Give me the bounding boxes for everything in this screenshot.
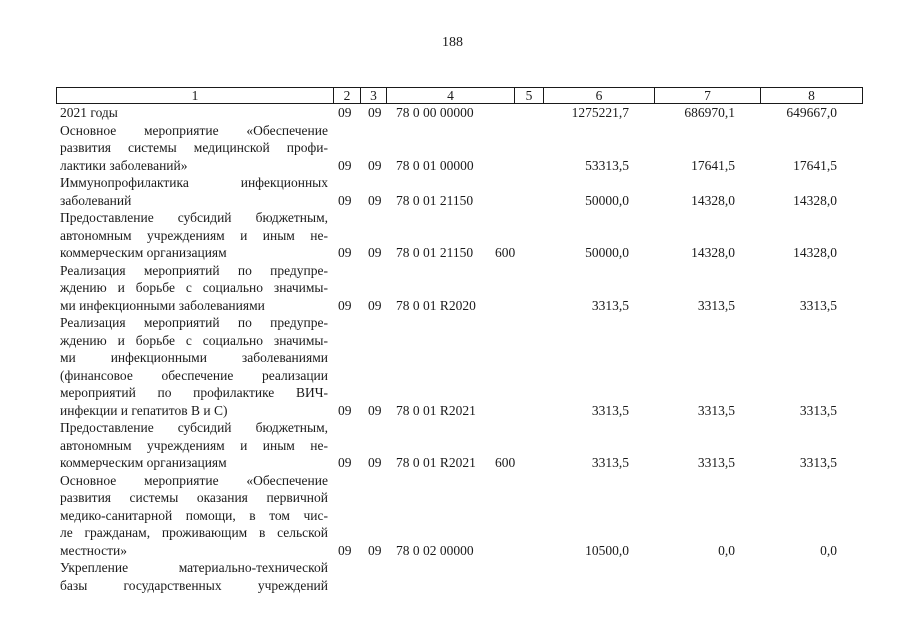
section-code: 09 — [338, 402, 352, 418]
amount-col-7: 3313,5 — [697, 402, 735, 418]
table-row — [0, 104, 905, 122]
row-description — [60, 262, 328, 315]
amount-col-6: 3313,5 — [591, 455, 629, 470]
row-description — [60, 122, 328, 175]
description-line: мероприятий по профилактике ВИЧ- — [60, 385, 328, 400]
row-description — [60, 174, 328, 209]
amount-col-8: 14328,0 — [793, 192, 837, 208]
description-line: коммерческим организациям — [60, 455, 227, 470]
column-header-3: 3 — [361, 88, 387, 104]
subsection-code: 09 — [368, 542, 382, 558]
amount-col-8: 0,0 — [820, 542, 837, 558]
section-code: 09 — [338, 297, 352, 313]
column-header-2: 2 — [334, 88, 361, 104]
description-line: Реализация мероприятий по предупре- — [60, 315, 328, 330]
subsection-code: 09 — [368, 297, 382, 313]
subsection-code: 09 — [368, 245, 382, 260]
amount-col-8: 3313,5 — [799, 297, 837, 313]
amount-col-6: 50000,0 — [585, 245, 629, 260]
amount-col-8: 3313,5 — [799, 455, 837, 470]
column-header-7: 7 — [655, 88, 761, 104]
target-article-code: 78 0 01 R2021 — [396, 402, 476, 418]
section-code: 09 — [338, 245, 352, 260]
description-line: Реализация мероприятий по предупре- — [60, 262, 328, 278]
amount-col-6: 53313,5 — [585, 157, 629, 173]
description-line: Укрепление материально-технической — [60, 560, 328, 575]
row-description — [60, 314, 328, 419]
amount-col-7: 17641,5 — [691, 157, 735, 173]
description-line: коммерческим организациям — [60, 245, 227, 260]
amount-col-8: 17641,5 — [793, 157, 837, 173]
subsection-code: 09 — [368, 455, 382, 470]
amount-col-7: 14328,0 — [691, 192, 735, 208]
description-line: (финансовое обеспечение реализации — [60, 367, 328, 383]
amount-col-8: 3313,5 — [799, 402, 837, 418]
amount-col-7: 3313,5 — [697, 455, 735, 470]
target-article-code: 78 0 01 21150 — [396, 192, 474, 208]
column-header-1: 1 — [57, 88, 334, 104]
amount-col-8: 649667,0 — [786, 105, 837, 120]
subsection-code: 09 — [368, 192, 382, 208]
description-line: 2021 годы — [60, 105, 118, 120]
target-article-code: 78 0 02 00000 — [396, 542, 474, 558]
description-line: Иммунопрофилактика инфекционных — [60, 175, 328, 190]
amount-col-6: 10500,0 — [585, 542, 629, 558]
table-row — [0, 262, 905, 315]
target-article-code: 78 0 01 21150 — [396, 245, 474, 260]
section-code: 09 — [338, 192, 352, 208]
section-code: 09 — [338, 542, 352, 558]
description-line: развития системы медицинской профи- — [60, 140, 328, 155]
target-article-code: 78 0 01 R2021 — [396, 455, 476, 470]
page-number: 188 — [442, 35, 463, 50]
description-line: ле гражданам, проживающим в сельской — [60, 525, 328, 540]
column-header-row — [57, 88, 863, 104]
column-header-5: 5 — [515, 88, 544, 104]
expense-type-code: 600 — [495, 245, 516, 260]
description-line: развития системы оказания первичной — [60, 490, 328, 505]
table-row — [0, 122, 905, 175]
amount-col-6: 3313,5 — [591, 297, 629, 313]
row-description — [60, 209, 328, 262]
section-code: 09 — [338, 157, 352, 173]
description-line: Предоставление субсидий бюджетным, — [60, 210, 328, 225]
row-description — [60, 559, 328, 594]
description-line: медико-санитарной помощи, в том чис- — [60, 507, 328, 523]
row-description — [60, 419, 328, 472]
expense-type-code: 600 — [495, 455, 516, 470]
amount-col-8: 14328,0 — [793, 245, 837, 260]
amount-col-6: 3313,5 — [591, 402, 629, 418]
target-article-code: 78 0 01 R2020 — [396, 297, 476, 313]
description-line: ждению и борьбе с социально значимы- — [60, 280, 328, 295]
target-article-code: 78 0 01 00000 — [396, 157, 474, 173]
amount-col-7: 0,0 — [718, 542, 735, 558]
amount-col-7: 3313,5 — [697, 297, 735, 313]
column-header-8: 8 — [761, 88, 863, 104]
table-row — [0, 314, 905, 419]
table-row — [0, 472, 905, 560]
section-code: 09 — [338, 105, 352, 120]
description-line: Основное мероприятие «Обеспечение — [60, 122, 328, 138]
description-line: заболеваний — [60, 192, 132, 208]
subsection-code: 09 — [368, 105, 382, 120]
subsection-code: 09 — [368, 402, 382, 418]
row-description — [60, 104, 328, 122]
budget-table-body — [0, 104, 905, 594]
description-line: автономным учреждениям и иным не- — [60, 437, 328, 453]
row-description — [60, 472, 328, 560]
description-line: базы государственных учреждений — [60, 577, 328, 593]
description-line: инфекции и гепатитов В и С) — [60, 402, 228, 418]
amount-col-6: 50000,0 — [585, 192, 629, 208]
target-article-code: 78 0 00 00000 — [396, 105, 474, 120]
column-header-table — [56, 87, 863, 104]
description-line: ми инфекционными заболеваниями — [60, 297, 265, 313]
table-row — [0, 559, 905, 594]
section-code: 09 — [338, 455, 352, 470]
amount-col-7: 14328,0 — [691, 245, 735, 260]
description-line: Основное мероприятие «Обеспечение — [60, 472, 328, 488]
subsection-code: 09 — [368, 157, 382, 173]
description-line: лактики заболеваний» — [60, 157, 188, 173]
amount-col-6: 1275221,7 — [571, 105, 629, 120]
column-header-6: 6 — [544, 88, 655, 104]
description-line: Предоставление субсидий бюджетным, — [60, 420, 328, 435]
amount-col-7: 686970,1 — [684, 105, 735, 120]
description-line: автономным учреждениям и иным не- — [60, 227, 328, 243]
column-header-4: 4 — [387, 88, 515, 104]
table-row — [0, 419, 905, 472]
table-row — [0, 174, 905, 209]
description-line: ждению и борьбе с социально значимы- — [60, 332, 328, 348]
table-row — [0, 209, 905, 262]
description-line: местности» — [60, 542, 127, 558]
description-line: ми инфекционными заболеваниями — [60, 350, 328, 365]
